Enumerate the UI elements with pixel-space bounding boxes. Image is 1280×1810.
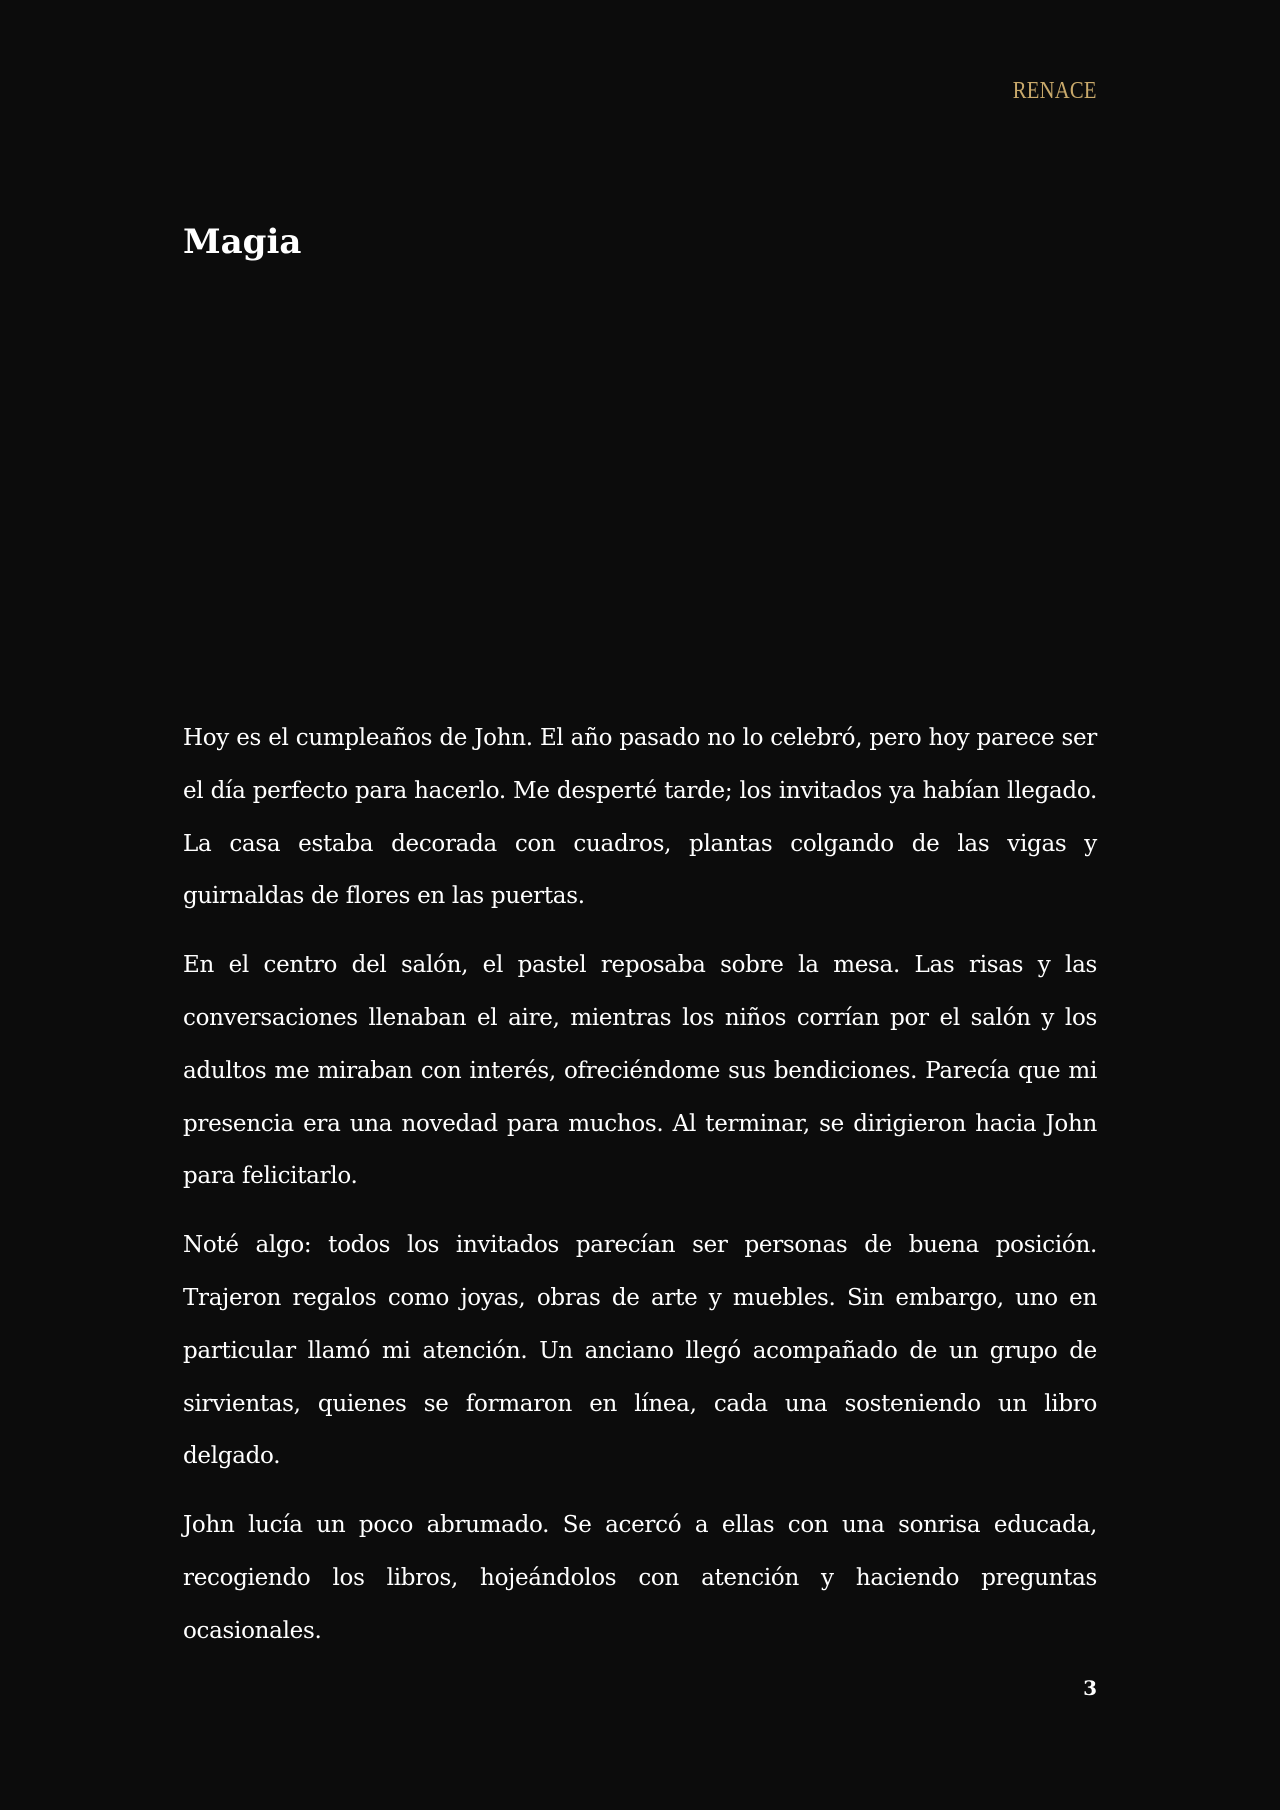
- paragraph: John lucía un poco abrumado. Se acercó a ellas con una sonrisa educada, recogiendo los libros, hojeándolos con atención y haciendo preguntas ocasionales.: [183, 1512, 1097, 1644]
- book-page: [183, 0, 1097, 1810]
- paragraph: En el centro del salón, el pastel reposaba sobre la mesa. Las risas y las conversaciones llenaban el aire, mientras los niños corrían por el salón y los adultos me miraban con interés, ofreciéndome sus bendiciones. Parecía que mi presencia era una novedad para muchos. Al terminar, se dirigieron hacia John para felicitarlo.: [183, 952, 1097, 1190]
- chapter-title: Magia: [183, 222, 302, 262]
- paragraph: Noté algo: todos los invitados parecían ser personas de buena posición. Trajeron regalos como joyas, obras de arte y muebles. Sin embargo, uno en particular llamó mi atención. Un anciano llegó acompañado de un grupo de sirvientas, quienes se formaron en línea, cada una sosteniendo un libro delgado.: [183, 1232, 1097, 1470]
- chapter-body: [183, 712, 1097, 1674]
- paragraph: Hoy es el cumpleaños de John. El año pasado no lo celebró, pero hoy parece ser el día perfecto para hacerlo. Me desperté tarde; los invitados ya habían llegado. La casa estaba decorada con cuadros, plantas colgando de las vigas y guirnaldas de flores en las puertas.: [183, 725, 1097, 910]
- running-header: RENACE: [1012, 78, 1097, 104]
- page-number: 3: [1083, 1676, 1097, 1700]
